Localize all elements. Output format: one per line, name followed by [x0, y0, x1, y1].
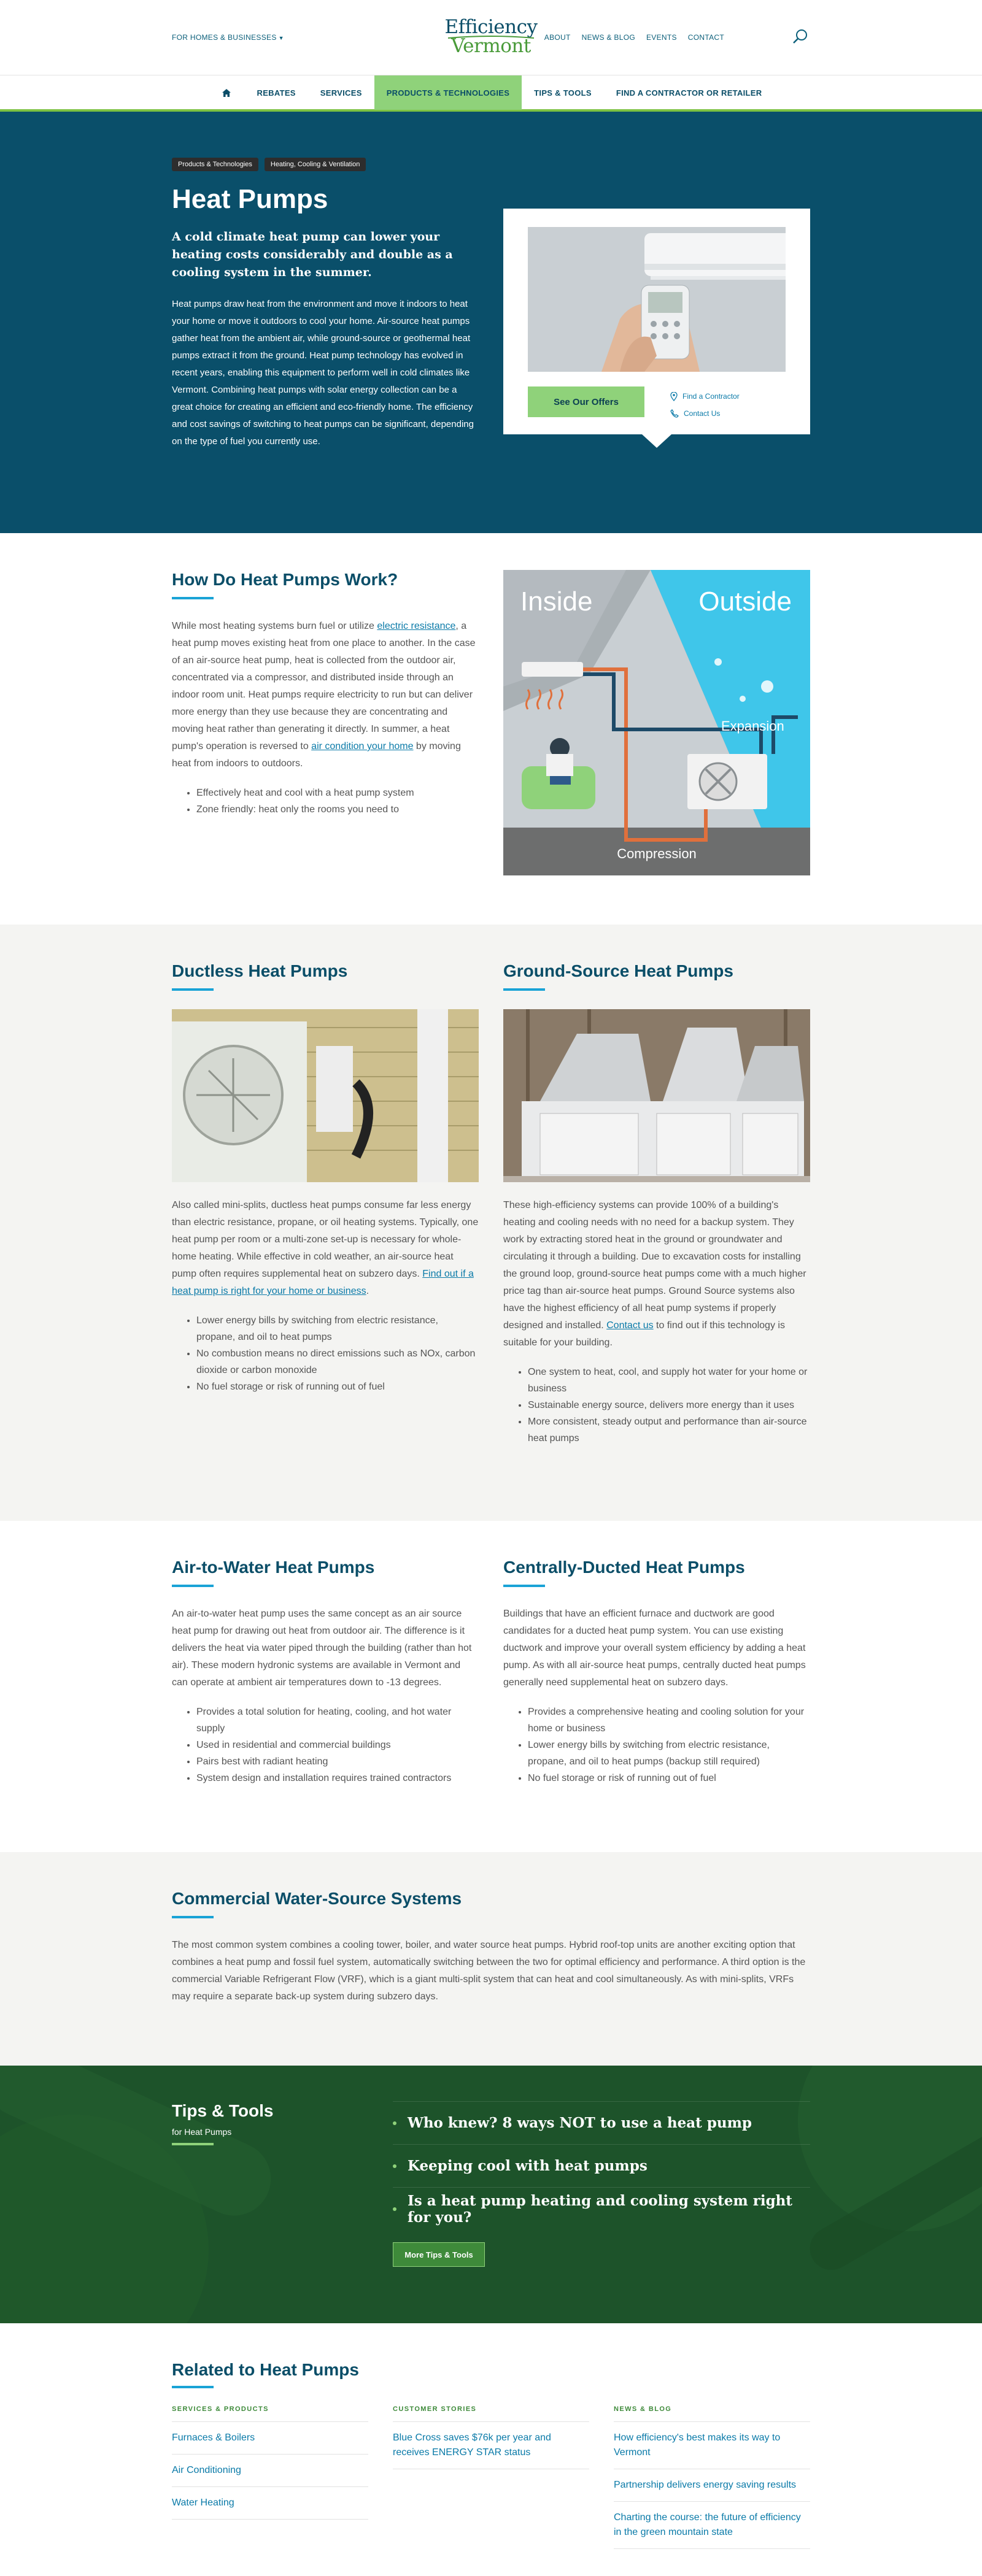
nav-find-contractor[interactable]: FIND A CONTRACTOR OR RETAILER [616, 88, 762, 98]
chevron-down-icon: ▼ [278, 35, 284, 41]
utility-link-contact[interactable]: CONTACT [687, 33, 724, 42]
air-water-bullets [172, 1704, 479, 1786]
cta-links [670, 388, 740, 422]
title-underline [172, 988, 214, 991]
find-contractor-link[interactable] [670, 388, 740, 405]
tips-list [393, 2101, 810, 2230]
tip-link[interactable]: Is a heat pump heating and cooling system right for you? [393, 2187, 810, 2230]
title-underline [172, 1585, 214, 1587]
diagram-outside-label: Outside [698, 586, 792, 617]
hero-section [0, 112, 982, 533]
ground-title: Ground-Source Heat Pumps [503, 961, 733, 980]
tip-link[interactable]: Keeping cool with heat pumps [393, 2144, 810, 2187]
title-underline [172, 1916, 214, 1918]
list-item: • No fuel storage or risk of running out of fuel [196, 1378, 479, 1395]
air-water-paragraph: An air-to-water heat pump uses the same concept as an air source heat pump for drawing out heat from outdoor air. The difference is it delivers the heat via water piped through the building (rather than hot air). These modern hydronic systems are available in Vermont and can operate at ambient air temperatures down to -13 degrees. [172, 1609, 472, 1688]
find-contractor-label: Find a Contractor [682, 392, 740, 401]
centrally-paragraph: Buildings that have an efficient furnace and ductwork are good candidates for a ducted heat pump system. You can use existing ductwork and improve your overall system efficiency by adding a heat pump. As with all air-source heat pumps, centrally ducted heat pumps generally need supplemental heat on subzero days. [503, 1609, 806, 1688]
related-link[interactable]: How efficiency's best makes its way to Vermont [614, 2422, 810, 2469]
tag-heating[interactable]: Heating, Cooling & Ventilation [265, 158, 366, 171]
site-logo[interactable] [442, 17, 540, 55]
logo-line-1: Efficiency [444, 16, 538, 38]
ductless-column [172, 961, 479, 1395]
centrally-bullets [503, 1704, 810, 1786]
related-column-stories [393, 2405, 589, 2469]
list-item: • Sustainable energy source, delivers more energy than it uses [528, 1397, 810, 1413]
list-item: • Lower energy bills by switching from electric resistance, propane, and oil to heat pumps [196, 1312, 479, 1345]
cta-card [503, 209, 810, 434]
diagram-compression-label: Compression [617, 846, 697, 861]
title-underline [172, 2386, 214, 2388]
related-link[interactable]: Air Conditioning [172, 2455, 368, 2487]
commercial-paragraph: The most common system combines a cooling tower, boiler, and water source heat pumps. Hybrid roof-top units are another exciting option that combines a heat pump and fossil fuel system, automatically switching between the two for optimal efficiency and performance. A third option is the commercial Variable Refrigerant Flow (VRF), which is a giant multi-split system that can heat and cool simultaneously. As with mini-splits, VRFs may require a separate back-up system during subzero days. [172, 1940, 806, 2002]
contact-us-label: Contact Us [684, 409, 721, 418]
air-water-title: Air-to-Water Heat Pumps [172, 1558, 375, 1577]
nav-services[interactable]: SERVICES [320, 88, 362, 98]
related-link[interactable]: Partnership delivers energy saving results [614, 2469, 810, 2502]
title-underline [172, 2143, 214, 2145]
heat-pump-diagram [503, 570, 810, 875]
how-bullets [172, 785, 479, 818]
list-item: • System design and installation requires trained contractors [196, 1770, 479, 1786]
nav-products-technologies[interactable]: PRODUCTS & TECHNOLOGIES [374, 75, 522, 110]
list-item: • No combustion means no direct emissions such as NOx, carbon dioxide or carbon monoxide [196, 1345, 479, 1378]
contact-us-inline-link[interactable]: Contact us [606, 1320, 654, 1331]
utility-link-events[interactable]: EVENTS [646, 33, 677, 42]
list-item: • Effectively heat and cool with a heat pump system [196, 785, 479, 801]
related-link[interactable]: Blue Cross saves $76k per year and receives ENERGY STAR status [393, 2422, 589, 2469]
list-item: • Pairs best with radiant heating [196, 1753, 479, 1770]
how-section [0, 533, 982, 925]
ductless-paragraph: Also called mini-splits, ductless heat pumps consume far less energy than electric resistance, propane, or oil heating systems. Typically, one heat pump per room or a multi-zone set-up is necessary for whole-home heating. While effective in cold weather, an air-source heat pump often requires supplemental heat on subzero days. Find out if a heat pump is right for your home or business. [172, 1200, 479, 1296]
water-section [0, 1521, 982, 1852]
ductless-photo [172, 1009, 479, 1182]
nav-tips-tools[interactable]: TIPS & TOOLS [534, 88, 592, 98]
logo-line-2: Vermont [451, 35, 531, 57]
related-column-heading: NEWS & BLOG [614, 2405, 810, 2422]
related-link[interactable]: Furnaces & Boilers [172, 2422, 368, 2455]
air-water-column [172, 1558, 479, 1786]
nav-home[interactable] [208, 75, 245, 110]
how-paragraph: While most heating systems burn fuel or utilize electric resistance, a heat pump moves existing heat from one place to another. In the case of an air-source heat pump, heat is collected from the outdoor air, concentrated via a compressor, and distributed inside through an indoor room unit. Heat pumps require electricity to run but can deliver more energy than they use because they are concentrating and moving heat rather than generating it directly. In summer, a heat pump's operation is reversed to air condition your home by moving heat from indoors to outdoors. [172, 621, 476, 769]
main-nav [0, 75, 982, 112]
tip-link[interactable]: Who knew? 8 ways NOT to use a heat pump [393, 2101, 810, 2144]
list-item: • Used in residential and commercial buildings [196, 1737, 479, 1753]
tag-products[interactable]: Products & Technologies [172, 158, 258, 171]
nav-rebates[interactable]: REBATES [257, 88, 296, 98]
hero-intro: Heat pumps draw heat from the environment and move it indoors to heat your home or move it outdoors to cool your home. Air-source heat pumps gather heat from the ambient air, while ground-source or geothermal heat pumps extract it from the ground. Heat pump technology has evolved in recent years, enabling this equipment to perform well in cold climates like Vermont. Combining heat pumps with solar energy collection can be a great choice for creating an efficient and eco-friendly home. The efficiency and cost savings of switching to heat pumps can be significant, depending on the type of fuel you currently use. [172, 299, 474, 447]
ground-bullets [503, 1364, 810, 1447]
commercial-title: Commercial Water-Source Systems [172, 1889, 462, 1908]
logo-swoosh-icon [447, 36, 535, 39]
ground-photo [503, 1009, 810, 1182]
related-column-services [172, 2405, 368, 2520]
more-tips-button[interactable]: More Tips & Tools [393, 2242, 485, 2267]
hero-lead: A cold climate heat pump can lower your heating costs considerably and double as a cooling system in the summer. [172, 230, 453, 279]
types-section [0, 925, 982, 1521]
home-icon [222, 88, 231, 98]
list-item: • Lower energy bills by switching from electric resistance, propane, and oil to heat pumps (backup still required) [528, 1737, 810, 1770]
list-item: • No fuel storage or risk of running out of fuel [528, 1770, 810, 1786]
related-link[interactable]: Charting the course: the future of efficiency in the green mountain state [614, 2502, 810, 2549]
bullet-icon [393, 2164, 396, 2168]
centrally-column [503, 1558, 810, 1786]
title-underline [172, 597, 214, 599]
list-item: • Provides a comprehensive heating and cooling solution for your home or business [528, 1704, 810, 1737]
related-title: Related to Heat Pumps [172, 2360, 359, 2379]
ground-column [503, 961, 810, 1447]
how-title: How Do Heat Pumps Work? [172, 570, 398, 589]
title-underline [503, 1585, 545, 1587]
bullet-icon [393, 2121, 396, 2125]
list-item: • Provides a total solution for heating, cooling, and hot water supply [196, 1704, 479, 1737]
contact-us-link[interactable] [670, 405, 740, 422]
ductless-title: Ductless Heat Pumps [172, 961, 348, 980]
list-item: • Zone friendly: heat only the rooms you need to [196, 801, 479, 818]
map-pin-icon [670, 392, 678, 401]
heat-pump-right-link[interactable]: Find out if a heat pump is right for your home or business [172, 1269, 474, 1296]
tips-subtitle: for Heat Pumps [172, 2127, 232, 2137]
tips-section [0, 2066, 982, 2323]
related-section [0, 2323, 982, 2539]
related-column-news [614, 2405, 810, 2549]
diagram-inside-label: Inside [520, 586, 593, 617]
tag-list [172, 158, 366, 171]
title-underline [503, 988, 545, 991]
see-offers-button[interactable]: See Our Offers [528, 386, 644, 417]
ground-paragraph: These high-efficiency systems can provide 100% of a building's heating and cooling needs with no need for a backup system. They work by extracting stored heat in the ground or groundwater and circulating it through a building. Due to excavation costs for installing the ground loop, ground-source heat pumps come with a much higher price tag than air-source heat pumps. Ground Source systems also have the highest efficiency of all heat pump systems if properly designed and installed. Contact us to find out if this technology is suitable for your building. [503, 1200, 806, 1348]
thermostat-photo [528, 227, 786, 372]
related-column-heading: CUSTOMER STORIES [393, 2405, 589, 2422]
related-column-heading: SERVICES & PRODUCTS [172, 2405, 368, 2422]
related-link[interactable]: Water Heating [172, 2487, 368, 2520]
utility-link-about[interactable]: ABOUT [544, 33, 571, 42]
diagram-expansion-label: Expansion [721, 718, 784, 734]
top-bar [0, 0, 982, 75]
air-condition-link[interactable]: air condition your home [311, 741, 414, 752]
commercial-section [0, 1852, 982, 2066]
tips-title: Tips & Tools [172, 2101, 274, 2120]
page-title: Heat Pumps [172, 184, 328, 214]
card-notch [642, 434, 671, 448]
utility-nav [544, 33, 724, 42]
list-item: • More consistent, steady output and performance than air-source heat pumps [528, 1413, 810, 1447]
bullet-icon [393, 2207, 396, 2211]
electric-resistance-link[interactable]: electric resistance [377, 621, 456, 631]
phone-icon [670, 409, 679, 418]
utility-link-news[interactable]: NEWS & BLOG [581, 33, 635, 42]
audience-label: FOR HOMES & BUSINESSES [172, 33, 277, 42]
site-header [0, 0, 982, 112]
audience-dropdown[interactable] [172, 33, 284, 42]
centrally-title: Centrally-Ducted Heat Pumps [503, 1558, 745, 1577]
ductless-bullets [172, 1312, 479, 1395]
list-item: • One system to heat, cool, and supply hot water for your home or business [528, 1364, 810, 1397]
search-icon[interactable] [792, 28, 809, 45]
